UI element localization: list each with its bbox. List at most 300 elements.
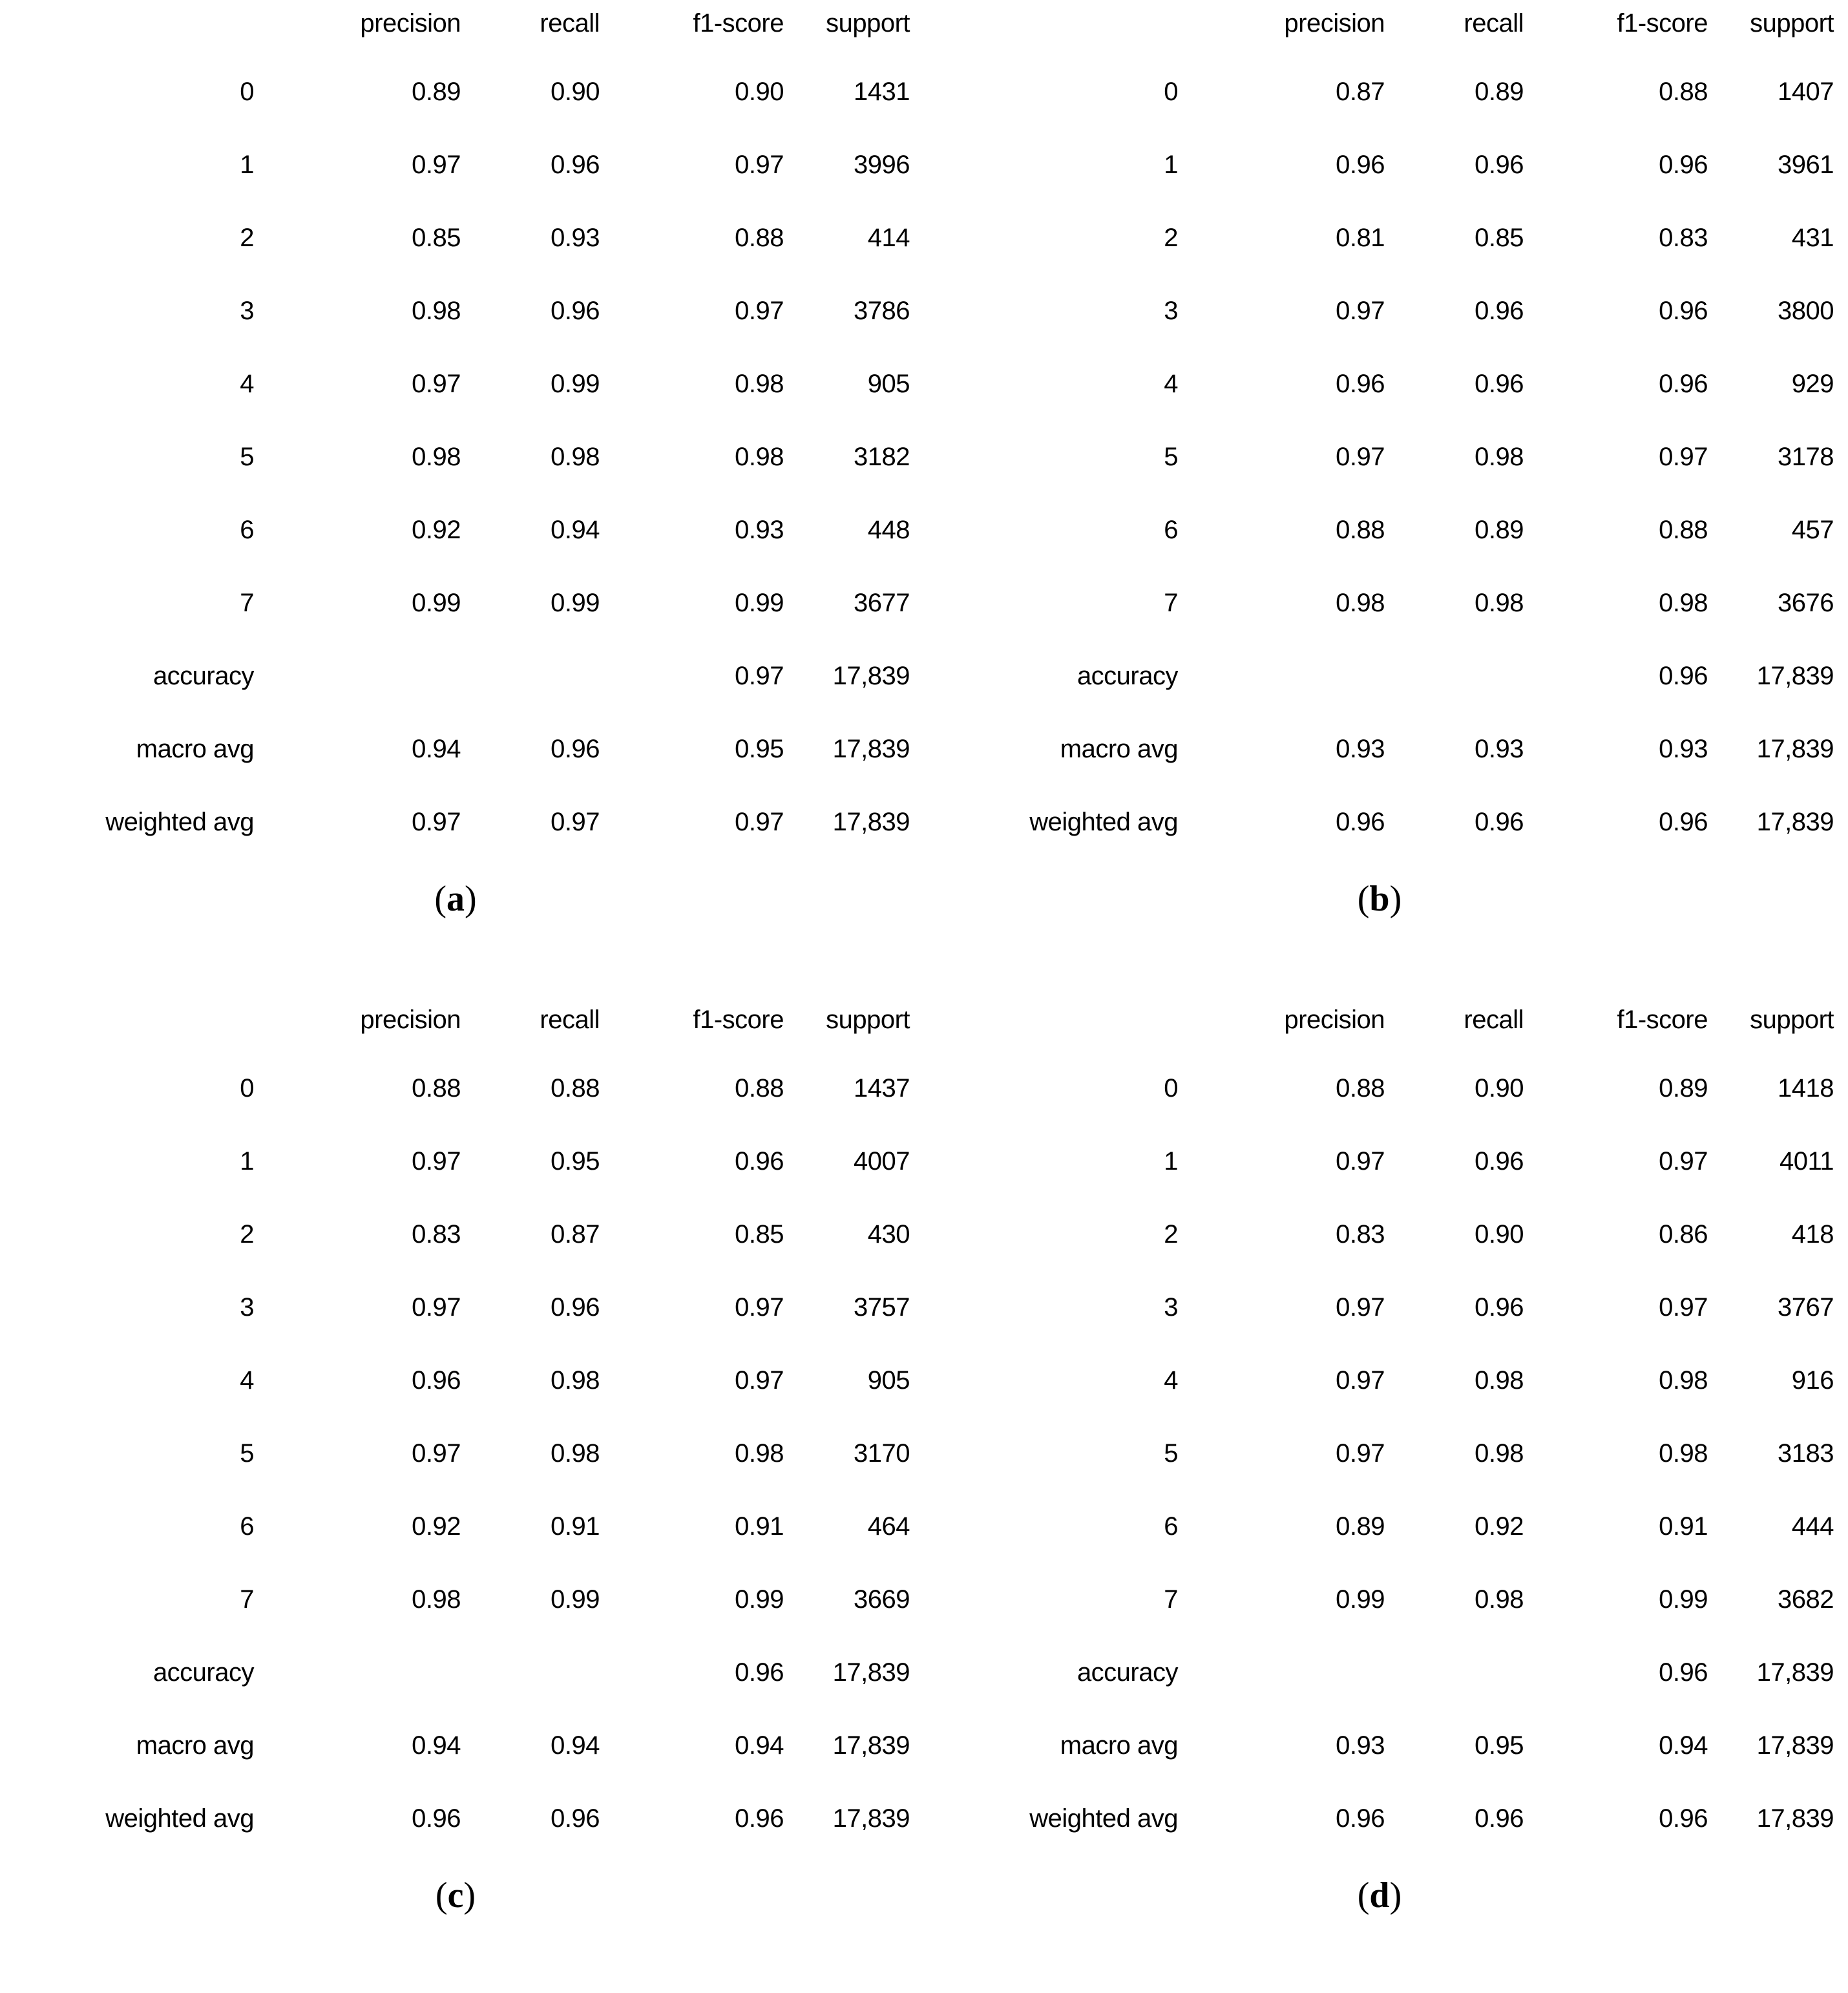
column-header: precision bbox=[360, 1006, 461, 1034]
table-row bbox=[5, 1417, 910, 1490]
row-label: 3 bbox=[240, 297, 254, 325]
classification-report-table bbox=[5, 1002, 910, 1855]
column-header: precision bbox=[360, 9, 461, 37]
metric-cell: 0.83 bbox=[1336, 1220, 1385, 1249]
caption-paren-close: ) bbox=[1389, 1875, 1402, 1915]
metric-cell: 0.97 bbox=[1336, 297, 1385, 325]
metric-cell: 0.96 bbox=[551, 297, 600, 325]
metric-cell: 17,839 bbox=[832, 1658, 910, 1687]
metric-cell: 0.97 bbox=[1336, 1293, 1385, 1322]
table-row bbox=[929, 421, 1834, 494]
report-panel-b bbox=[924, 0, 1848, 996]
row-label: 5 bbox=[1164, 443, 1178, 471]
header-spacer-cell bbox=[5, 5, 254, 56]
table-row bbox=[5, 786, 910, 859]
classification-report-table bbox=[5, 5, 910, 859]
row-label: 3 bbox=[240, 1293, 254, 1322]
row-label: 5 bbox=[1164, 1439, 1178, 1468]
row-label: 5 bbox=[240, 1439, 254, 1468]
metric-cell: 0.88 bbox=[735, 224, 784, 252]
column-header: precision bbox=[1284, 1006, 1385, 1034]
caption-paren-open: ( bbox=[1357, 879, 1370, 919]
metric-cell: 905 bbox=[867, 370, 910, 398]
table-row bbox=[929, 129, 1834, 202]
metric-cell: 0.99 bbox=[735, 1585, 784, 1614]
metric-cell: 0.93 bbox=[1659, 735, 1708, 763]
row-label: 7 bbox=[240, 1585, 254, 1614]
column-header: recall bbox=[1464, 9, 1524, 37]
metric-cell bbox=[254, 1636, 461, 1709]
metric-cell: 17,839 bbox=[1756, 1804, 1834, 1833]
metric-cell: 0.97 bbox=[1659, 1147, 1708, 1176]
table-row bbox=[929, 1198, 1834, 1271]
metric-cell: 3961 bbox=[1778, 151, 1834, 179]
table-header-row bbox=[929, 5, 1834, 56]
metric-cell: 0.97 bbox=[735, 297, 784, 325]
metric-cell: 0.91 bbox=[551, 1512, 600, 1541]
row-label: 0 bbox=[240, 1074, 254, 1102]
metric-cell: 17,839 bbox=[1756, 662, 1834, 690]
metric-cell: 0.98 bbox=[1475, 589, 1524, 617]
metric-cell: 0.97 bbox=[412, 1147, 461, 1176]
metric-cell: 4011 bbox=[1779, 1147, 1834, 1176]
metric-cell: 17,839 bbox=[832, 1731, 910, 1760]
row-label: 1 bbox=[240, 151, 254, 179]
table-row bbox=[929, 348, 1834, 421]
column-header: recall bbox=[540, 9, 600, 37]
metric-cell: 0.99 bbox=[551, 1585, 600, 1614]
metric-cell: 0.88 bbox=[1336, 516, 1385, 544]
metric-cell: 0.97 bbox=[735, 662, 784, 690]
row-label: 3 bbox=[1164, 297, 1178, 325]
metric-cell: 0.92 bbox=[412, 516, 461, 544]
metric-cell: 0.99 bbox=[412, 589, 461, 617]
table-row bbox=[5, 1563, 910, 1636]
metric-cell: 0.91 bbox=[1659, 1512, 1708, 1541]
metric-cell: 0.96 bbox=[551, 151, 600, 179]
metric-cell: 0.95 bbox=[735, 735, 784, 763]
table-row bbox=[929, 640, 1834, 713]
table-caption bbox=[924, 873, 1835, 925]
row-label: 4 bbox=[1164, 1366, 1178, 1395]
row-label: 0 bbox=[1164, 1074, 1178, 1102]
metric-cell: 0.97 bbox=[551, 808, 600, 836]
column-header: f1-score bbox=[693, 9, 784, 37]
metric-cell: 0.93 bbox=[735, 516, 784, 544]
metric-cell: 0.92 bbox=[1475, 1512, 1524, 1541]
metric-cell: 0.98 bbox=[735, 1439, 784, 1468]
row-label: 1 bbox=[240, 1147, 254, 1176]
row-label: 7 bbox=[240, 589, 254, 617]
metric-cell: 0.98 bbox=[412, 1585, 461, 1614]
metric-cell: 448 bbox=[867, 516, 910, 544]
metric-cell: 0.96 bbox=[551, 1804, 600, 1833]
table-row bbox=[5, 1636, 910, 1709]
metric-cell: 0.97 bbox=[412, 808, 461, 836]
metric-cell: 0.98 bbox=[551, 1366, 600, 1395]
row-label: 6 bbox=[1164, 516, 1178, 544]
metric-cell: 0.93 bbox=[551, 224, 600, 252]
caption-paren-close: ) bbox=[465, 879, 477, 919]
metric-cell: 0.89 bbox=[1659, 1074, 1708, 1102]
metric-cell: 0.90 bbox=[551, 78, 600, 106]
metric-cell: 0.89 bbox=[412, 78, 461, 106]
column-header: recall bbox=[1464, 1006, 1524, 1034]
metric-cell: 17,839 bbox=[832, 808, 910, 836]
metric-cell: 0.97 bbox=[1659, 1293, 1708, 1322]
report-panel-d bbox=[924, 996, 1848, 1993]
metric-cell: 457 bbox=[1791, 516, 1834, 544]
metric-cell: 0.96 bbox=[1475, 151, 1524, 179]
metric-cell: 0.96 bbox=[1659, 1658, 1708, 1687]
row-label: 3 bbox=[1164, 1293, 1178, 1322]
metric-cell: 0.90 bbox=[1475, 1074, 1524, 1102]
table-row bbox=[929, 713, 1834, 786]
metric-cell: 3677 bbox=[854, 589, 910, 617]
metric-cell: 0.98 bbox=[1659, 589, 1708, 617]
metric-cell: 0.97 bbox=[1336, 1147, 1385, 1176]
table-caption bbox=[924, 1870, 1835, 1921]
metric-cell: 0.98 bbox=[551, 443, 600, 471]
row-label: 6 bbox=[240, 516, 254, 544]
caption-paren-close: ) bbox=[1389, 879, 1402, 919]
metric-cell: 17,839 bbox=[832, 1804, 910, 1833]
row-label: 0 bbox=[1164, 78, 1178, 106]
metric-cell: 0.97 bbox=[735, 1293, 784, 1322]
row-label: 2 bbox=[1164, 224, 1178, 252]
column-header: support bbox=[826, 1006, 910, 1034]
caption-paren-open: ( bbox=[435, 1875, 448, 1915]
metric-cell: 0.83 bbox=[412, 1220, 461, 1249]
column-header: support bbox=[1750, 9, 1834, 37]
metric-cell: 430 bbox=[867, 1220, 910, 1249]
metric-cell: 0.97 bbox=[735, 151, 784, 179]
row-label: 6 bbox=[1164, 1512, 1178, 1541]
table-row bbox=[929, 1271, 1834, 1344]
metric-cell: 905 bbox=[867, 1366, 910, 1395]
metric-cell: 0.91 bbox=[735, 1512, 784, 1541]
metric-cell: 0.99 bbox=[1336, 1585, 1385, 1614]
metric-cell: 0.98 bbox=[1336, 589, 1385, 617]
metric-cell: 0.96 bbox=[1475, 1804, 1524, 1833]
metric-cell: 1437 bbox=[854, 1074, 910, 1102]
metric-cell: 0.99 bbox=[551, 589, 600, 617]
table-header-row bbox=[5, 5, 910, 56]
table-header-row bbox=[929, 1002, 1834, 1052]
table-row bbox=[929, 567, 1834, 640]
metric-cell: 0.96 bbox=[412, 1804, 461, 1833]
metric-cell: 0.97 bbox=[412, 1439, 461, 1468]
caption-letter: c bbox=[447, 1875, 464, 1915]
metric-cell bbox=[1178, 1636, 1385, 1709]
metric-cell: 0.97 bbox=[412, 1293, 461, 1322]
metric-cell: 0.96 bbox=[1659, 297, 1708, 325]
caption-paren-close: ) bbox=[463, 1875, 476, 1915]
metric-cell: 0.96 bbox=[1659, 151, 1708, 179]
metric-cell: 0.99 bbox=[551, 370, 600, 398]
metric-cell: 17,839 bbox=[832, 735, 910, 763]
metric-cell: 3757 bbox=[854, 1293, 910, 1322]
table-row bbox=[929, 1490, 1834, 1563]
metric-cell: 0.89 bbox=[1475, 78, 1524, 106]
metric-cell: 0.99 bbox=[735, 589, 784, 617]
metric-cell: 0.96 bbox=[1659, 1804, 1708, 1833]
metric-cell bbox=[461, 640, 600, 713]
metric-cell: 0.85 bbox=[735, 1220, 784, 1249]
metric-cell: 0.85 bbox=[412, 224, 461, 252]
caption-paren-open: ( bbox=[434, 879, 446, 919]
row-label: macro avg bbox=[1060, 1731, 1178, 1760]
metric-cell: 0.88 bbox=[1659, 516, 1708, 544]
metric-cell: 0.86 bbox=[1659, 1220, 1708, 1249]
metric-cell: 0.96 bbox=[1475, 370, 1524, 398]
metric-cell: 0.98 bbox=[735, 370, 784, 398]
metric-cell: 0.96 bbox=[1659, 370, 1708, 398]
column-header: support bbox=[1750, 1006, 1834, 1034]
metric-cell: 0.96 bbox=[412, 1366, 461, 1395]
metric-cell: 464 bbox=[867, 1512, 910, 1541]
header-spacer-cell bbox=[929, 1002, 1178, 1052]
table-row bbox=[5, 56, 910, 129]
metric-cell: 0.97 bbox=[1336, 443, 1385, 471]
table-row bbox=[929, 1782, 1834, 1855]
row-label: 4 bbox=[240, 1366, 254, 1395]
metric-cell: 0.94 bbox=[412, 1731, 461, 1760]
table-row bbox=[5, 494, 910, 567]
row-label: accuracy bbox=[1076, 662, 1178, 690]
row-label: macro avg bbox=[136, 1731, 254, 1760]
row-label: weighted avg bbox=[1029, 1804, 1178, 1833]
metric-cell: 431 bbox=[1791, 224, 1834, 252]
metric-cell: 414 bbox=[867, 224, 910, 252]
row-label: 5 bbox=[240, 443, 254, 471]
metric-cell: 1431 bbox=[854, 78, 910, 106]
metric-cell: 17,839 bbox=[832, 662, 910, 690]
metric-cell: 0.98 bbox=[1475, 443, 1524, 471]
table-row bbox=[5, 1271, 910, 1344]
metric-cell: 0.88 bbox=[551, 1074, 600, 1102]
table-row bbox=[5, 421, 910, 494]
row-label: weighted avg bbox=[105, 1804, 254, 1833]
metric-cell: 0.96 bbox=[1336, 808, 1385, 836]
caption-letter: b bbox=[1369, 879, 1390, 919]
metric-cell: 0.98 bbox=[1659, 1366, 1708, 1395]
metric-cell: 0.96 bbox=[551, 735, 600, 763]
metric-cell: 17,839 bbox=[1756, 1731, 1834, 1760]
column-header: f1-score bbox=[693, 1006, 784, 1034]
metric-cell: 0.88 bbox=[1659, 78, 1708, 106]
metric-cell bbox=[1178, 640, 1385, 713]
metric-cell: 0.97 bbox=[1336, 1439, 1385, 1468]
metric-cell: 0.96 bbox=[1475, 1293, 1524, 1322]
metric-cell: 0.96 bbox=[1336, 151, 1385, 179]
metric-cell: 3767 bbox=[1778, 1293, 1834, 1322]
table-row bbox=[929, 1125, 1834, 1198]
table-row bbox=[5, 275, 910, 348]
metric-cell: 0.96 bbox=[551, 1293, 600, 1322]
row-label: 1 bbox=[1164, 151, 1178, 179]
metric-cell: 17,839 bbox=[1756, 808, 1834, 836]
column-header: recall bbox=[540, 1006, 600, 1034]
table-row bbox=[5, 1490, 910, 1563]
metric-cell: 0.98 bbox=[1475, 1439, 1524, 1468]
column-header: f1-score bbox=[1617, 9, 1708, 37]
metric-cell: 0.85 bbox=[1475, 224, 1524, 252]
column-header: support bbox=[826, 9, 910, 37]
table-row bbox=[5, 640, 910, 713]
caption-letter: a bbox=[446, 879, 465, 919]
metric-cell: 0.99 bbox=[1659, 1585, 1708, 1614]
metric-cell: 0.96 bbox=[1659, 662, 1708, 690]
metric-cell: 0.97 bbox=[735, 1366, 784, 1395]
metric-cell: 0.95 bbox=[1475, 1731, 1524, 1760]
metric-cell: 0.93 bbox=[1336, 1731, 1385, 1760]
metric-cell: 0.96 bbox=[1475, 808, 1524, 836]
column-header: precision bbox=[1284, 9, 1385, 37]
metric-cell: 0.96 bbox=[1336, 370, 1385, 398]
report-panel-a bbox=[0, 0, 924, 996]
metric-cell: 0.96 bbox=[1659, 808, 1708, 836]
metric-cell: 0.89 bbox=[1336, 1512, 1385, 1541]
metric-cell: 0.92 bbox=[412, 1512, 461, 1541]
table-header-row bbox=[5, 1002, 910, 1052]
metric-cell: 3786 bbox=[854, 297, 910, 325]
table-row bbox=[929, 1052, 1834, 1125]
column-header: f1-score bbox=[1617, 1006, 1708, 1034]
row-label: macro avg bbox=[136, 735, 254, 763]
metric-cell: 0.98 bbox=[1475, 1366, 1524, 1395]
row-label: 4 bbox=[240, 370, 254, 398]
metric-cell: 0.98 bbox=[735, 443, 784, 471]
metric-cell: 3183 bbox=[1778, 1439, 1834, 1468]
table-row bbox=[5, 713, 910, 786]
row-label: 2 bbox=[1164, 1220, 1178, 1249]
row-label: accuracy bbox=[152, 1658, 254, 1687]
metric-cell: 3178 bbox=[1778, 443, 1834, 471]
table-row bbox=[929, 202, 1834, 275]
table-row bbox=[929, 786, 1834, 859]
metric-cell: 0.87 bbox=[551, 1220, 600, 1249]
table-caption bbox=[0, 873, 911, 925]
table-caption bbox=[0, 1870, 911, 1921]
metric-cell: 0.96 bbox=[735, 1804, 784, 1833]
metric-cell: 0.90 bbox=[735, 78, 784, 106]
metric-cell: 0.98 bbox=[551, 1439, 600, 1468]
table-row bbox=[929, 494, 1834, 567]
metric-cell: 0.96 bbox=[1475, 1147, 1524, 1176]
row-label: 2 bbox=[240, 224, 254, 252]
metric-cell: 0.97 bbox=[412, 151, 461, 179]
row-label: weighted avg bbox=[1029, 808, 1178, 836]
metric-cell: 3996 bbox=[854, 151, 910, 179]
metric-cell: 3676 bbox=[1778, 589, 1834, 617]
table-row bbox=[5, 1125, 910, 1198]
metric-cell: 3182 bbox=[854, 443, 910, 471]
table-row bbox=[5, 202, 910, 275]
metric-cell bbox=[254, 640, 461, 713]
metric-cell: 3170 bbox=[854, 1439, 910, 1468]
table-row bbox=[929, 1344, 1834, 1417]
metric-cell: 0.94 bbox=[551, 1731, 600, 1760]
metric-cell: 1407 bbox=[1778, 78, 1834, 106]
metric-cell: 444 bbox=[1791, 1512, 1834, 1541]
metric-cell: 0.96 bbox=[735, 1147, 784, 1176]
metric-cell: 0.94 bbox=[551, 516, 600, 544]
metric-cell: 0.83 bbox=[1659, 224, 1708, 252]
metric-cell: 17,839 bbox=[1756, 735, 1834, 763]
metric-cell: 0.97 bbox=[412, 370, 461, 398]
header-spacer-cell bbox=[929, 5, 1178, 56]
metric-cell: 1418 bbox=[1778, 1074, 1834, 1102]
table-row bbox=[5, 567, 910, 640]
row-label: 0 bbox=[240, 78, 254, 106]
metric-cell: 0.88 bbox=[412, 1074, 461, 1102]
row-label: 2 bbox=[240, 1220, 254, 1249]
metric-cell: 916 bbox=[1791, 1366, 1834, 1395]
metric-cell: 0.98 bbox=[412, 297, 461, 325]
row-label: 7 bbox=[1164, 1585, 1178, 1614]
metric-cell: 3800 bbox=[1778, 297, 1834, 325]
metric-cell: 4007 bbox=[854, 1147, 910, 1176]
metric-cell: 0.97 bbox=[1336, 1366, 1385, 1395]
metric-cell bbox=[461, 1636, 600, 1709]
table-row bbox=[5, 1782, 910, 1855]
table-row bbox=[5, 1709, 910, 1782]
row-label: accuracy bbox=[152, 662, 254, 690]
metric-cell: 0.93 bbox=[1475, 735, 1524, 763]
metric-cell: 0.90 bbox=[1475, 1220, 1524, 1249]
metric-cell: 0.87 bbox=[1336, 78, 1385, 106]
row-label: 7 bbox=[1164, 589, 1178, 617]
row-label: 4 bbox=[1164, 370, 1178, 398]
caption-letter: d bbox=[1369, 1875, 1390, 1915]
table-row bbox=[929, 1709, 1834, 1782]
metric-cell: 0.96 bbox=[1475, 297, 1524, 325]
table-row bbox=[5, 1344, 910, 1417]
metric-cell bbox=[1385, 640, 1524, 713]
metric-cell: 0.96 bbox=[1336, 1804, 1385, 1833]
metric-cell: 0.94 bbox=[735, 1731, 784, 1760]
report-panel-c bbox=[0, 996, 924, 1993]
table-row bbox=[929, 56, 1834, 129]
metric-cell: 3682 bbox=[1778, 1585, 1834, 1614]
metric-cell: 0.97 bbox=[1659, 443, 1708, 471]
classification-report-table bbox=[929, 5, 1834, 859]
table-row bbox=[929, 1563, 1834, 1636]
table-row bbox=[5, 1198, 910, 1271]
table-row bbox=[929, 1636, 1834, 1709]
metric-cell: 17,839 bbox=[1756, 1658, 1834, 1687]
table-row bbox=[929, 275, 1834, 348]
metric-cell: 0.81 bbox=[1336, 224, 1385, 252]
row-label: 6 bbox=[240, 1512, 254, 1541]
metric-cell: 0.95 bbox=[551, 1147, 600, 1176]
table-row bbox=[929, 1417, 1834, 1490]
row-label: weighted avg bbox=[105, 808, 254, 836]
metric-cell: 0.98 bbox=[412, 443, 461, 471]
metric-cell: 929 bbox=[1791, 370, 1834, 398]
classification-report-table bbox=[929, 1002, 1834, 1855]
row-label: 1 bbox=[1164, 1147, 1178, 1176]
table-row bbox=[5, 1052, 910, 1125]
metric-cell: 0.96 bbox=[735, 1658, 784, 1687]
caption-paren-open: ( bbox=[1357, 1875, 1370, 1915]
metric-cell: 0.93 bbox=[1336, 735, 1385, 763]
row-label: accuracy bbox=[1076, 1658, 1178, 1687]
metric-cell: 0.88 bbox=[735, 1074, 784, 1102]
metric-cell: 0.94 bbox=[1659, 1731, 1708, 1760]
metric-cell: 3669 bbox=[854, 1585, 910, 1614]
